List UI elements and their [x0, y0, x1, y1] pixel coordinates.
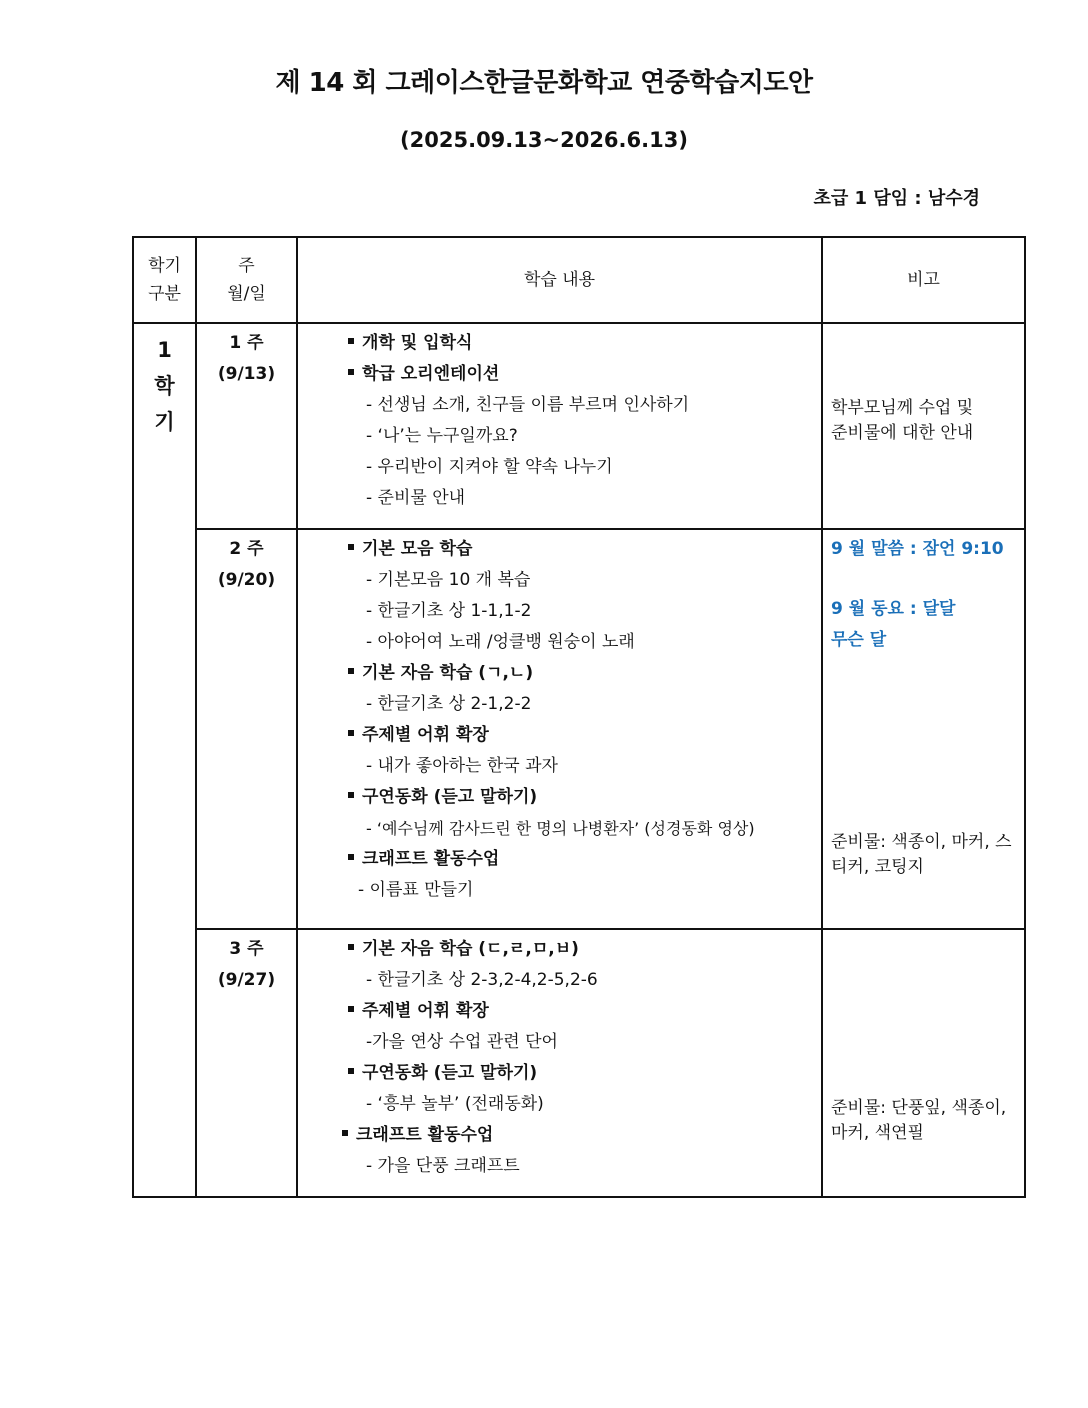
content-cell [297, 323, 822, 529]
list-item: - 이름표 만들기 [358, 880, 474, 900]
table-header-row [133, 237, 1025, 323]
list-item: 크래프트 활동수업 [342, 1120, 821, 1151]
content-cell [297, 529, 822, 929]
list-item: - 기본모음 10 개 복습 [366, 570, 531, 590]
list-item: 개학 및 입학식 [348, 328, 821, 359]
list-item: - 내가 좋아하는 한국 과자 [366, 756, 558, 776]
list-item: -가을 연상 수업 관련 단어 [366, 1032, 558, 1052]
list-item: - 한글기초 상 2-3,2-4,2-5,2-6 [366, 970, 598, 990]
header-note: 비고 [822, 237, 1025, 323]
school-period: (2025.09.13~2026.6.13) [400, 128, 688, 152]
list-item: - 선생님 소개, 친구들 이름 부르며 인사하기 [366, 395, 690, 415]
lesson-plan-table [132, 236, 1026, 1198]
teacher-info: 초급 1 담임 : 남수경 [813, 188, 980, 209]
list-item: 기본 자음 학습 (ㄱ,ㄴ) [348, 658, 821, 689]
table-row-week-3 [133, 929, 1025, 1197]
semester-char: 기 [154, 410, 175, 434]
header-week [196, 237, 297, 323]
square-bullet-icon [348, 730, 354, 736]
table-row-week-2 [133, 529, 1025, 929]
note-cell [822, 323, 1025, 529]
week-date: (9/20) [217, 570, 276, 590]
table-row-week-1 [133, 323, 1025, 529]
list-item: - 한글기초 상 1-1,1-2 [366, 601, 532, 621]
list-item: - ‘흥부 놀부’ (전래동화) [366, 1094, 544, 1114]
square-bullet-icon [348, 668, 354, 674]
semester-cell [133, 323, 196, 1197]
list-item: 주제별 어휘 확장 [348, 720, 821, 751]
list-item: 기본 모음 학습 [348, 534, 821, 565]
note-text: 학부모님께 수업 및 준비물에 대한 안내 [831, 398, 974, 443]
week-cell [196, 529, 297, 929]
square-bullet-icon [348, 1006, 354, 1012]
square-bullet-icon [348, 944, 354, 950]
square-bullet-icon [348, 338, 354, 344]
square-bullet-icon [348, 1068, 354, 1074]
week-label: 1 주 [229, 333, 264, 353]
week-date: (9/13) [217, 364, 276, 384]
header-semester-line1: 학기 [148, 256, 181, 276]
week-label: 3 주 [229, 939, 264, 959]
document-title: 제 14 회 그레이스한글문화학교 연중학습지도안 [275, 68, 813, 98]
week-date: (9/27) [217, 970, 276, 990]
square-bullet-icon [348, 369, 354, 375]
list-item: 주제별 어휘 확장 [348, 996, 821, 1027]
list-item: - 가을 단풍 크래프트 [366, 1156, 520, 1176]
list-item: 구연동화 (듣고 말하기) [348, 1058, 821, 1089]
week-cell [196, 323, 297, 529]
list-item: - 준비물 안내 [366, 488, 466, 508]
monthly-song: 9 월 동요 : 달달 무슨 달 [831, 599, 956, 650]
list-item: 크래프트 활동수업 [348, 844, 821, 875]
header-content: 학습 내용 [297, 237, 822, 323]
list-item: 학급 오리엔테이션 [348, 359, 821, 390]
list-item: - 우리반이 지켜야 할 약속 나누기 [366, 457, 613, 477]
monthly-verse: 9 월 말씀 : 잠언 9:10 [831, 539, 1004, 559]
list-item: - ‘예수님께 감사드린 한 명의 나병환자’ (성경동화 영상) [366, 819, 755, 838]
square-bullet-icon [348, 544, 354, 550]
note-text: 준비물: 색종이, 마커, 스 티커, 코팅지 [831, 832, 1012, 877]
note-cell [822, 529, 1025, 929]
header-week-line1: 주 [238, 256, 255, 276]
list-item: - 한글기초 상 2-1,2-2 [366, 694, 532, 714]
header-week-line2: 월/일 [227, 284, 266, 304]
semester-char: 학 [154, 374, 175, 398]
header-semester [133, 237, 196, 323]
list-item: - ‘나’는 누구일까요? [366, 426, 518, 446]
header-semester-line2: 구분 [148, 284, 181, 304]
week-label: 2 주 [229, 539, 264, 559]
list-item: 기본 자음 학습 (ㄷ,ㄹ,ㅁ,ㅂ) [348, 934, 821, 965]
week-cell [196, 929, 297, 1197]
list-item: - 아야어여 노래 /엉클뱅 원숭이 노래 [366, 632, 635, 652]
square-bullet-icon [342, 1130, 348, 1136]
content-cell [297, 929, 822, 1197]
list-item: 구연동화 (듣고 말하기) [348, 782, 821, 813]
note-cell [822, 929, 1025, 1197]
square-bullet-icon [348, 792, 354, 798]
note-text: 준비물: 단풍잎, 색종이, 마커, 색연필 [831, 1098, 1007, 1143]
semester-char: 1 [157, 338, 172, 362]
square-bullet-icon [348, 854, 354, 860]
